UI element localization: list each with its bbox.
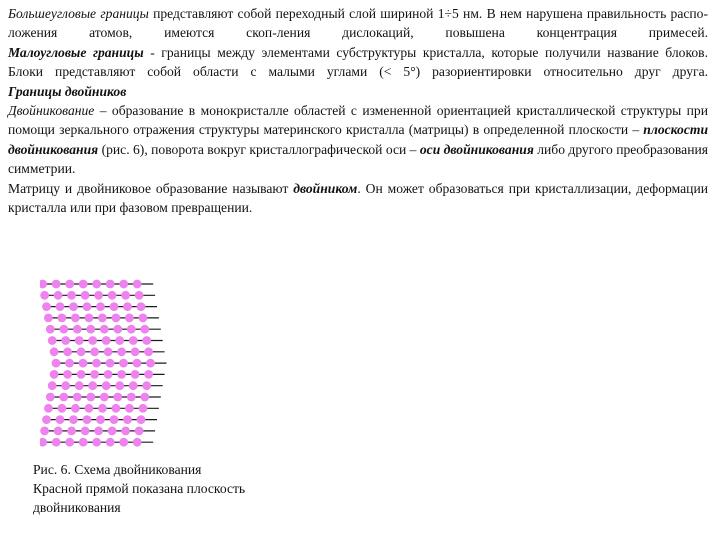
lattice-atom [83,415,92,424]
lattice-atom [59,393,68,402]
lattice-atom [75,381,84,390]
lattice-atom [71,404,80,413]
lattice-atom [90,370,99,379]
lattice-atom [77,347,86,356]
lattice-atom [40,291,49,300]
lattice-atom [115,381,124,390]
text-matrix-2: . Он может образоваться при кристаллизации, деформации кристалла или при фазовом превращении. [8,180,708,216]
text-matrix-1: Матрицу и двойниковое образование называют [8,180,294,196]
lattice-atom [81,291,90,300]
lattice-atom [127,393,136,402]
lattice-atom [135,427,144,436]
lattice-atom [83,302,92,311]
term-twinning: Двойникование [8,103,95,119]
lattice-atom [52,438,61,447]
lattice-atom [79,438,88,447]
lattice-atom [137,415,146,424]
lattice-atom [140,393,149,402]
lattice-atom [112,404,121,413]
lattice-atom [86,393,95,402]
lattice-atom [135,291,144,300]
figure-caption [33,460,333,517]
lattice-atom [139,314,148,323]
lattice-atom [48,381,57,390]
term-twinning-axis: оси двойникования [419,141,534,157]
lattice-atom [104,347,113,356]
lattice-atom [121,291,130,300]
term-low-angle-boundaries: Малоугловые границы [8,44,144,60]
lattice-atom [131,370,140,379]
lattice-atom [102,336,111,345]
caption-line-2: Красной прямой показана плоскость [33,481,246,496]
lattice-atom [133,359,142,368]
lattice-atom [119,359,128,368]
lattice-atom [59,325,68,334]
term-twin: двойником [293,180,358,196]
lattice-atom [131,347,140,356]
caption-line-1: Рис. 6. Схема двойникования [33,462,202,477]
caption-line-3: двойникования [33,500,121,515]
lattice-atom [40,280,47,289]
lattice-atom [81,427,90,436]
document-body [8,4,708,217]
lattice-atom [44,404,53,413]
lattice-atom [52,280,61,289]
lattice-atom [88,381,97,390]
lattice-atom [67,291,76,300]
lattice-atom [123,415,132,424]
lattice-atom [58,314,67,323]
lattice-atom [50,370,59,379]
lattice-atom [110,302,119,311]
lattice-atom [54,427,63,436]
term-twinning-plane: плоскости двойникования [8,122,708,157]
lattice-atom [48,336,57,345]
lattice-atom [137,302,146,311]
lattice-atom [112,314,121,323]
lattice-atom [139,404,148,413]
lattice-atom [67,427,76,436]
lattice-atom [110,415,119,424]
lattice-atom [142,336,151,345]
twinning-diagram [40,276,180,452]
lattice-atom [123,302,132,311]
text-twinning-2: (рис. 6), поворота вокруг кристаллографической оси – [98,141,420,157]
lattice-atom [98,404,107,413]
lattice-atom [106,359,115,368]
lattice-atom [119,280,128,289]
lattice-atom [50,347,59,356]
lattice-atom [65,438,74,447]
lattice-atom [127,325,136,334]
lattice-atom [42,415,51,424]
lattice-atom [92,359,101,368]
lattice-atom [40,427,49,436]
lattice-atom [77,370,86,379]
lattice-atom [90,347,99,356]
paragraph-high-angle-boundaries [8,4,708,43]
lattice-atom [100,393,109,402]
lattice-atom [56,302,65,311]
lattice-atom [61,336,70,345]
lattice-atom [113,325,122,334]
lattice-atom [73,393,82,402]
lattice-atom [96,302,105,311]
lattice-atom [129,336,138,345]
term-high-angle-boundaries: Большеугловые границы [8,6,149,21]
lattice-atom [75,336,84,345]
lattice-atom [115,336,124,345]
lattice-atom [119,438,128,447]
lattice-atom [102,381,111,390]
lattice-atom [133,438,142,447]
lattice-atom [58,404,67,413]
lattice-atom [69,415,78,424]
lattice-atom [63,347,72,356]
lattice-atom [108,427,117,436]
heading-twin-boundaries [8,82,708,101]
paragraph-twin-definition [8,179,708,218]
lattice-atom [63,370,72,379]
lattice-atom [133,280,142,289]
text-twinning-3: либо другого преобразования симметрии. [8,141,709,177]
lattice-atom [56,415,65,424]
lattice-atom [94,291,103,300]
lattice-atom [146,359,155,368]
lattice-atom [92,438,101,447]
lattice-atom [98,314,107,323]
lattice-atom [65,359,74,368]
lattice-atom [113,393,122,402]
lattice-atom [44,314,53,323]
lattice-atom [85,404,94,413]
lattice-atom [40,438,47,447]
text-high-angle-boundaries: представляют собой переходный слой шириной 1÷5 нм. В нем нарушена правильность распо-ложения атомов, имеются скоп-ления дислокаций, повышена концентрация примесей. [8,6,708,41]
lattice-atom [65,280,74,289]
lattice-atom [129,381,138,390]
lattice-atom [46,325,55,334]
lattice-atom [125,404,134,413]
lattice-atom [144,370,153,379]
lattice-atom [71,314,80,323]
lattice-atom [106,280,115,289]
lattice-atom [42,302,51,311]
lattice-atom [100,325,109,334]
lattice-atom [46,393,55,402]
lattice-atom [140,325,149,334]
lattice-atom [86,325,95,334]
lattice-atom [79,359,88,368]
twinning-lattice-diagram-icon [40,276,180,452]
lattice-atom [104,370,113,379]
lattice-atom [121,427,130,436]
lattice-atom [125,314,134,323]
lattice-atom [79,280,88,289]
lattice-atom [92,280,101,289]
text-low-angle-boundaries: - границы между элементами субструктуры кристалла, которые получили название блоков. Блоки представляют собой области с малыми углами (< 5°) разориентировки относительно друг друга. [8,44,708,80]
lattice-atom [117,347,126,356]
lattice-atom [144,347,153,356]
lattice-atom [69,302,78,311]
heading-twin-boundaries-text: Границы двойников [8,83,127,99]
lattice-atom [96,415,105,424]
lattice-atom [52,359,61,368]
paragraph-twinning [8,101,708,179]
lattice-atom [61,381,70,390]
lattice-atom [142,381,151,390]
lattice-atom [73,325,82,334]
lattice-atom [117,370,126,379]
paragraph-low-angle-boundaries [8,43,708,82]
lattice-atom [85,314,94,323]
lattice-atom [94,427,103,436]
lattice-atom [108,291,117,300]
lattice-atom [106,438,115,447]
lattice-atom [54,291,63,300]
text-twinning-1: – образование в монокристалле областей с измененной ориентацией кристаллической структуры при помощи зеркального отражения структуры материнского кристалла (матрицы) в определенной плоскости – [8,103,708,138]
lattice-atom [88,336,97,345]
